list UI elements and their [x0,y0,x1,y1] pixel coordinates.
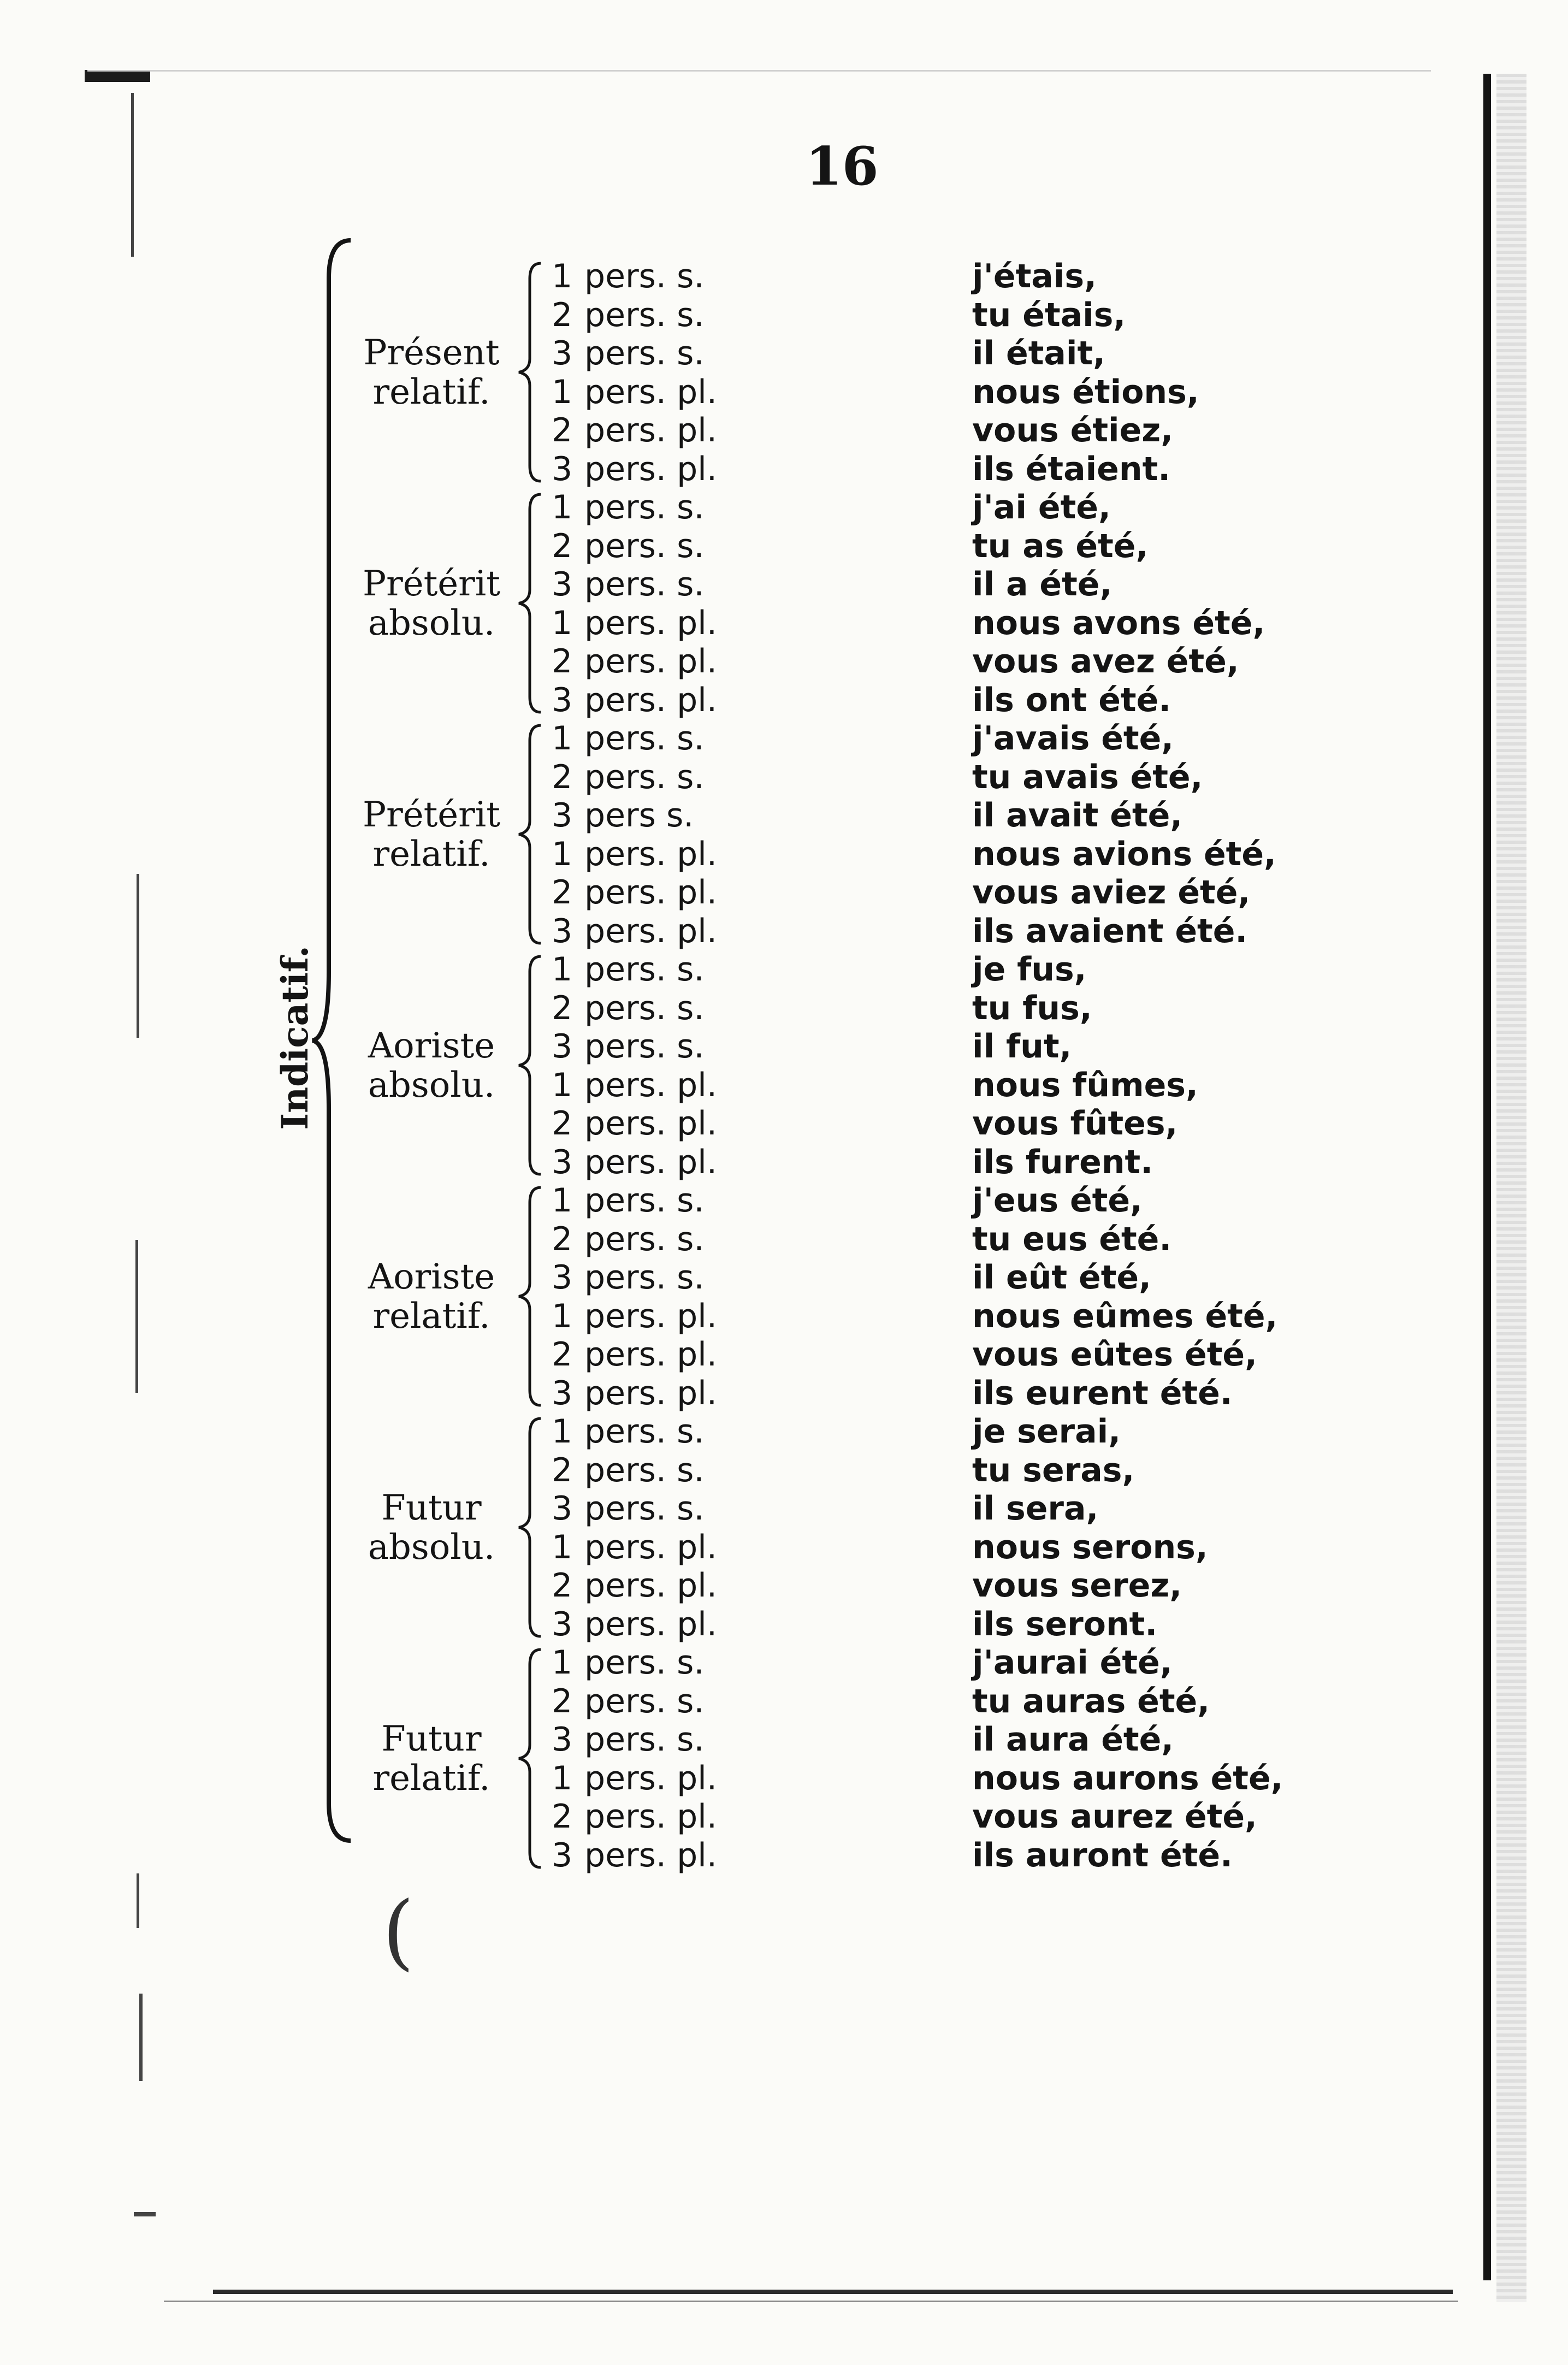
person-abbrev: pers. s. [584,1720,705,1759]
tense-label-line: absolu. [368,1527,495,1568]
verb-form: nous avions été, [972,835,1276,873]
person-number: 2 [552,527,573,565]
person-abbrev: pers. pl. [584,912,717,950]
person-abbrev: pers. s. [584,758,705,796]
scan-rule-bottom [213,2290,1453,2294]
person-number: 2 [552,642,573,681]
person-abbrev: pers. s. [584,950,705,989]
person-label [552,334,781,373]
person-label [552,1066,781,1105]
person-number: 2 [552,989,573,1027]
tense-label [344,1026,519,1105]
person-number: 1 [552,604,573,642]
person-number: 3 [552,681,573,719]
verb-form: il a été, [972,565,1113,604]
person-abbrev: pers. pl. [584,1566,717,1605]
person-number: 3 [552,912,573,950]
person-number: 1 [552,373,573,411]
person-abbrev: pers. s. [584,1258,705,1297]
page-number: 16 [806,135,879,197]
person-abbrev: pers. pl. [584,1759,717,1798]
person-number: 1 [552,1181,573,1220]
tense-brace [516,954,543,1176]
person-label [552,1720,781,1759]
tense-label-line: absolu. [368,602,495,643]
tense-label-line: Aoriste [368,1025,495,1066]
person-abbrev: pers. s. [584,1027,705,1066]
person-label [552,1528,781,1567]
tense-label [344,1257,519,1336]
verb-form: tu fus, [972,989,1092,1027]
person-label [552,1143,781,1182]
tense-label-line: absolu. [368,1065,495,1105]
person-label [552,295,781,335]
verb-form: vous aurez été, [972,1798,1257,1836]
person-number: 3 [552,1027,573,1066]
scan-rule-top [87,70,1431,72]
tense-brace [516,261,543,483]
verb-form: il avait été, [972,796,1183,835]
verb-form: tu étais, [972,295,1126,334]
verb-form: nous fûmes, [972,1066,1198,1104]
person-label [552,1335,781,1374]
person-label [552,1027,781,1066]
person-number: 3 [552,450,573,488]
tense-brace [516,1185,543,1408]
person-abbrev: pers. pl. [584,450,717,488]
person-abbrev: pers. pl. [584,835,717,873]
person-number: 2 [552,1682,573,1720]
tense-label-line: Futur [381,1718,482,1759]
tense-brace [516,492,543,714]
person-abbrev: pers. pl. [584,1297,717,1335]
tense-label [344,564,519,643]
verb-form: tu as été, [972,527,1149,565]
person-number: 1 [552,1297,573,1335]
person-abbrev: pers. pl. [584,1528,717,1566]
scan-mark-top [85,70,150,82]
person-abbrev: pers. s. [584,334,705,373]
verb-form: vous avez été, [972,642,1239,681]
tense-label-line: relatif. [372,833,490,874]
tense-label [344,1488,519,1567]
person-label [552,681,781,720]
person-abbrev: pers. pl. [584,1605,717,1643]
person-number: 1 [552,1643,573,1682]
person-number: 2 [552,758,573,796]
person-label [552,1605,781,1644]
person-label [552,488,781,527]
verb-form: nous serons, [972,1528,1208,1566]
verb-form: nous eûmes été, [972,1297,1278,1335]
person-label [552,989,781,1028]
person-label [552,1489,781,1528]
person-number: 2 [552,1220,573,1258]
person-number: 2 [552,1335,573,1374]
person-label [552,1682,781,1721]
verb-form: j'aurai été, [972,1643,1173,1682]
verb-form: j'étais, [972,257,1097,295]
person-abbrev: pers. s. [584,527,705,565]
verb-form: il eût été, [972,1258,1151,1297]
person-number: 1 [552,488,573,527]
person-abbrev: pers. s. [584,1489,705,1528]
person-abbrev: pers. s. [584,257,705,295]
verb-form: il fut, [972,1027,1072,1066]
tense-label-line: Prétérit [363,563,500,604]
stray-mark: ( [382,1884,415,1979]
person-label [552,373,781,412]
person-abbrev: pers. pl. [584,1335,717,1374]
person-number: 3 [552,796,573,835]
person-abbrev: pers. s. [584,565,705,604]
person-number: 3 [552,1836,573,1875]
person-number: 2 [552,1566,573,1605]
person-label [552,565,781,604]
person-label [552,1220,781,1259]
tense-label-line: Futur [381,1487,482,1528]
person-label [552,411,781,450]
verb-form: je fus, [972,950,1087,989]
verb-form: vous eûtes été, [972,1335,1257,1374]
person-number: 3 [552,1605,573,1643]
page-edge-right [1483,74,1491,2280]
verb-form: ils ont été. [972,681,1171,719]
tense-brace [516,723,543,945]
verb-form: il était, [972,334,1105,373]
person-number: 2 [552,1798,573,1836]
tense-brace [516,1416,543,1639]
person-label [552,835,781,874]
person-label [552,796,781,835]
person-label [552,604,781,643]
person-number: 3 [552,565,573,604]
person-label [552,1643,781,1682]
verb-form: ils auront été. [972,1836,1233,1875]
person-number: 3 [552,1258,573,1297]
mood-label: Indicatif. [274,945,316,1130]
tense-brace [516,1647,543,1870]
person-number: 1 [552,835,573,873]
tense-label-line: Présent [363,332,500,373]
person-number: 3 [552,1143,573,1181]
scan-marks-left [126,82,164,2267]
person-abbrev: pers. pl. [584,373,717,411]
person-abbrev: pers. s. [584,1682,705,1720]
person-abbrev: pers. pl. [584,604,717,642]
verb-form: vous étiez, [972,411,1173,450]
person-number: 2 [552,411,573,450]
person-abbrev: pers. pl. [584,1836,717,1875]
person-number: 1 [552,719,573,758]
person-label [552,642,781,681]
person-label [552,1258,781,1297]
person-abbrev: pers. pl. [584,411,717,450]
tense-label-line: relatif. [372,1758,490,1799]
verb-form: ils seront. [972,1605,1158,1643]
person-number: 2 [552,295,573,334]
verb-form: j'avais été, [972,719,1174,758]
person-label [552,257,781,296]
person-number: 3 [552,1720,573,1759]
verb-form: vous serez, [972,1566,1182,1605]
verb-form: j'eus été, [972,1181,1143,1220]
person-abbrev: pers. pl. [584,1798,717,1836]
person-label [552,873,781,912]
person-number: 3 [552,1489,573,1528]
verb-form: ils avaient été. [972,912,1248,950]
verb-form: tu seras, [972,1451,1135,1489]
verb-form: nous avons été, [972,604,1265,642]
verb-form: j'ai été, [972,488,1111,527]
person-label [552,1566,781,1605]
person-abbrev: pers. s. [584,295,705,334]
person-label [552,1797,781,1836]
verb-form: il sera, [972,1489,1099,1528]
person-number: 1 [552,1066,573,1104]
person-label [552,1836,781,1875]
person-abbrev: pers. pl. [584,642,717,681]
verb-form: vous aviez été, [972,873,1251,912]
verb-form: tu auras été, [972,1682,1210,1720]
person-abbrev: pers. s. [584,1412,705,1451]
verb-form: nous étions, [972,373,1199,411]
person-label [552,527,781,566]
person-label [552,1374,781,1413]
person-number: 1 [552,950,573,989]
person-abbrev: pers. s. [584,719,705,758]
person-abbrev: pers. pl. [584,1143,717,1181]
person-number: 3 [552,334,573,373]
person-label [552,950,781,989]
person-abbrev: pers. s. [584,1220,705,1258]
page-edge-shadow [1496,74,1526,2302]
person-label [552,1104,781,1143]
person-abbrev: pers. s. [584,488,705,527]
person-number: 1 [552,257,573,295]
tense-label-line: relatif. [372,1296,490,1337]
person-abbrev: pers. s. [584,1181,705,1220]
person-abbrev: pers. pl. [584,1066,717,1104]
person-number: 3 [552,1374,573,1412]
person-abbrev: pers. pl. [584,873,717,912]
person-label [552,1759,781,1798]
verb-form: je serai, [972,1412,1121,1451]
verb-form: ils eurent été. [972,1374,1233,1412]
person-number: 1 [552,1412,573,1451]
tense-label [344,795,519,874]
person-number: 1 [552,1528,573,1566]
verb-form: tu eus été. [972,1220,1172,1258]
person-abbrev: pers. pl. [584,1104,717,1143]
person-label [552,719,781,758]
verb-form: ils furent. [972,1143,1153,1181]
tense-label [344,333,519,412]
person-number: 1 [552,1759,573,1798]
tense-label-line: Aoriste [368,1256,495,1297]
verb-form: vous fûtes, [972,1104,1178,1143]
person-label [552,758,781,797]
verb-form: tu avais été, [972,758,1203,796]
tense-label-line: Prétérit [363,794,500,835]
tense-label [344,1719,519,1798]
person-label [552,1181,781,1220]
person-abbrev: pers. s. [584,989,705,1027]
person-number: 2 [552,1451,573,1489]
person-abbrev: pers s. [584,796,694,835]
verb-form: il aura été, [972,1720,1174,1759]
verb-form: nous aurons été, [972,1759,1283,1798]
tense-label-line: relatif. [372,371,490,412]
person-number: 2 [552,873,573,912]
person-abbrev: pers. pl. [584,681,717,719]
person-abbrev: pers. s. [584,1451,705,1489]
person-number: 2 [552,1104,573,1143]
person-label [552,912,781,951]
person-label [552,1412,781,1451]
person-abbrev: pers. s. [584,1643,705,1682]
scan-rule-bottom-soft [164,2301,1458,2302]
verb-form: ils étaient. [972,450,1171,488]
person-label [552,1297,781,1336]
person-label [552,450,781,489]
person-label [552,1451,781,1490]
person-abbrev: pers. pl. [584,1374,717,1412]
